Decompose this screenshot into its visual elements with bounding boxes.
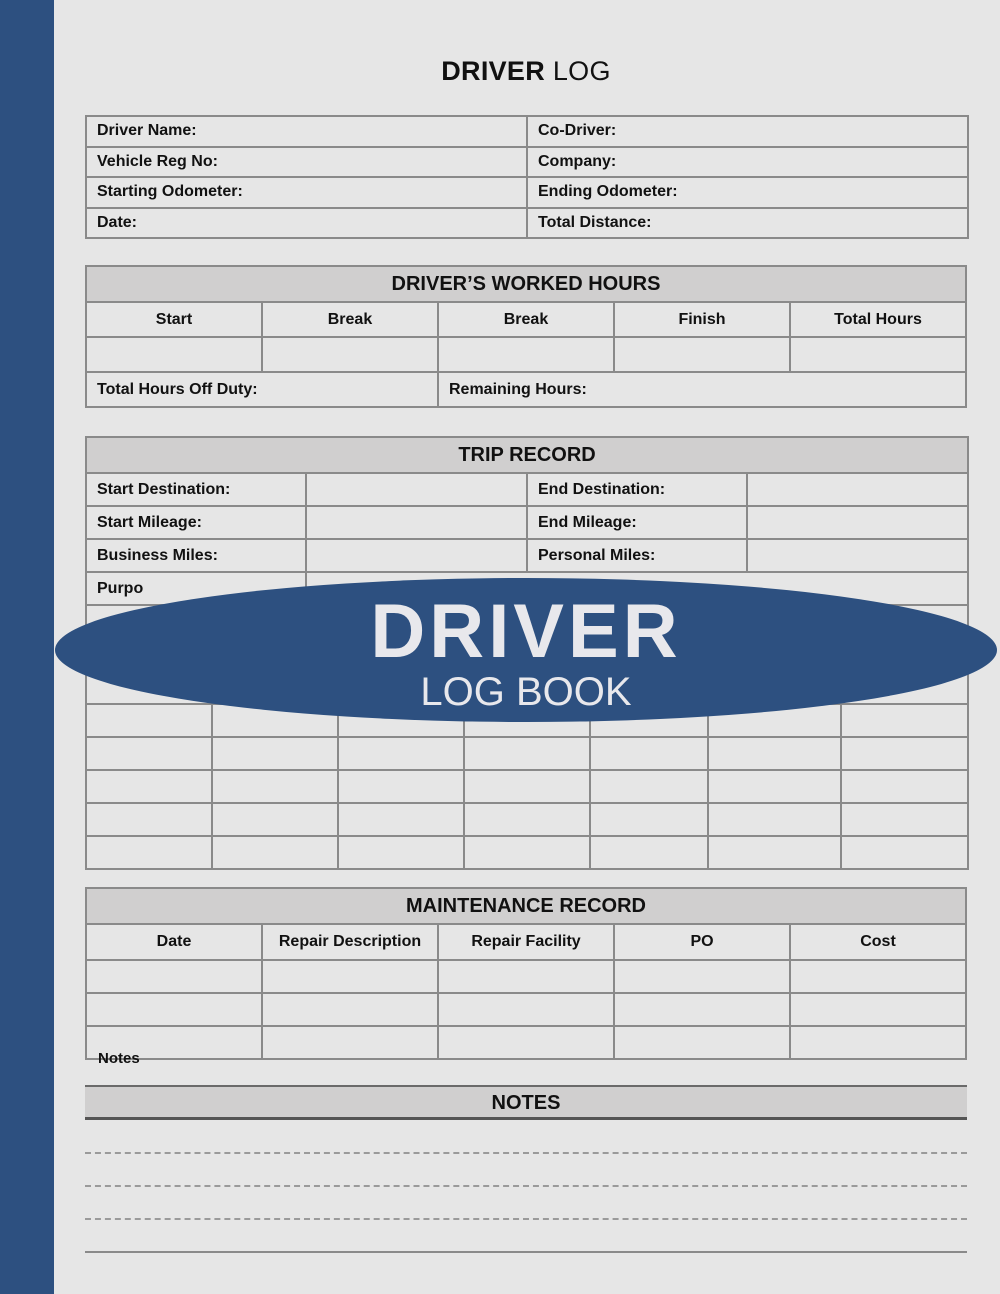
start-mileage-label: Start Mileage: <box>86 506 306 539</box>
cell[interactable] <box>614 960 790 993</box>
start-destination-label: Start Destination: <box>86 473 306 506</box>
col-repair-description: Repair Description <box>262 924 438 960</box>
purpose-label: Purpo <box>86 572 306 605</box>
trip-record-title: TRIP RECORD <box>86 437 968 473</box>
cell[interactable] <box>306 473 527 506</box>
cell[interactable] <box>86 993 262 1026</box>
notes-title: NOTES <box>85 1085 967 1120</box>
col-finish: Finish <box>614 302 790 337</box>
cell[interactable] <box>86 960 262 993</box>
table-row <box>86 337 966 372</box>
cell[interactable] <box>708 737 841 770</box>
end-destination-label: End Destination: <box>527 473 747 506</box>
cell[interactable] <box>464 770 590 803</box>
note-line[interactable] <box>85 1251 967 1253</box>
cell[interactable] <box>464 803 590 836</box>
date-field[interactable]: Date: <box>86 208 527 239</box>
table-row <box>86 737 968 770</box>
co-driver-field[interactable]: Co-Driver: <box>527 116 968 147</box>
worked-hours-table <box>85 265 967 408</box>
cell[interactable] <box>841 803 968 836</box>
col-start: Start <box>86 302 262 337</box>
cell[interactable] <box>86 770 212 803</box>
cell[interactable] <box>708 836 841 869</box>
cell[interactable] <box>590 737 708 770</box>
cell[interactable] <box>86 836 212 869</box>
col-break: Break <box>438 302 614 337</box>
cover-subtitle: LOG BOOK <box>420 670 632 714</box>
remaining-hours-field[interactable]: Remaining Hours: <box>438 372 966 407</box>
page-title: DRIVER LOG <box>441 56 611 86</box>
cell[interactable] <box>614 993 790 1026</box>
off-duty-field[interactable]: Total Hours Off Duty: <box>86 372 438 407</box>
maintenance-title: MAINTENANCE RECORD <box>86 888 966 924</box>
cell[interactable] <box>262 1026 438 1059</box>
cell[interactable] <box>262 993 438 1026</box>
business-miles-label: Business Miles: <box>86 539 306 572</box>
company-field[interactable]: Company: <box>527 147 968 178</box>
cell[interactable] <box>306 506 527 539</box>
cell[interactable] <box>790 960 966 993</box>
note-line[interactable] <box>85 1218 967 1220</box>
total-distance-field[interactable]: Total Distance: <box>527 208 968 239</box>
starting-odometer-field[interactable]: Starting Odometer: <box>86 177 527 208</box>
cell[interactable] <box>212 770 338 803</box>
cell[interactable] <box>464 836 590 869</box>
end-mileage-label: End Mileage: <box>527 506 747 539</box>
cell[interactable] <box>708 803 841 836</box>
cell[interactable] <box>747 473 968 506</box>
cell[interactable] <box>438 993 614 1026</box>
cell[interactable] <box>262 960 438 993</box>
ending-odometer-field[interactable]: Ending Odometer: <box>527 177 968 208</box>
table-row <box>86 836 968 869</box>
col-cost: Cost <box>790 924 966 960</box>
cell[interactable] <box>306 539 527 572</box>
cell[interactable] <box>212 737 338 770</box>
cell[interactable] <box>790 1026 966 1059</box>
cell[interactable] <box>747 539 968 572</box>
cover-title: DRIVER <box>370 589 682 674</box>
driver-info-table <box>85 115 969 239</box>
col-date: Date <box>86 924 262 960</box>
col-po: PO <box>614 924 790 960</box>
cell[interactable] <box>212 803 338 836</box>
table-row <box>86 1026 966 1059</box>
cell[interactable] <box>212 836 338 869</box>
table-row <box>86 993 966 1026</box>
cell[interactable] <box>614 1026 790 1059</box>
cell[interactable] <box>790 993 966 1026</box>
cell[interactable] <box>438 337 614 372</box>
cell[interactable] <box>86 737 212 770</box>
vehicle-reg-field[interactable]: Vehicle Reg No: <box>86 147 527 178</box>
cell[interactable] <box>790 337 966 372</box>
cell[interactable] <box>262 337 438 372</box>
personal-miles-label: Personal Miles: <box>527 539 747 572</box>
cell[interactable] <box>590 803 708 836</box>
cell[interactable] <box>464 737 590 770</box>
notes-label: Notes <box>98 1050 140 1067</box>
cell[interactable] <box>438 960 614 993</box>
table-row <box>86 803 968 836</box>
col-break: Break <box>262 302 438 337</box>
cell[interactable] <box>841 836 968 869</box>
cell[interactable] <box>338 836 464 869</box>
cover-title-badge <box>55 578 997 722</box>
cell[interactable] <box>338 770 464 803</box>
col-total-hours: Total Hours <box>790 302 966 337</box>
cell[interactable] <box>338 803 464 836</box>
cell[interactable] <box>590 770 708 803</box>
table-row <box>86 960 966 993</box>
cell[interactable] <box>590 836 708 869</box>
cell[interactable] <box>708 770 841 803</box>
cell[interactable] <box>86 337 262 372</box>
cell[interactable] <box>747 506 968 539</box>
cell[interactable] <box>86 803 212 836</box>
table-row <box>86 770 968 803</box>
worked-hours-title: DRIVER’S WORKED HOURS <box>86 266 966 302</box>
cell[interactable] <box>841 770 968 803</box>
book-spine <box>0 0 54 1294</box>
cell[interactable] <box>841 737 968 770</box>
note-line[interactable] <box>85 1185 967 1187</box>
cell[interactable] <box>338 737 464 770</box>
cell[interactable] <box>438 1026 614 1059</box>
cell[interactable] <box>614 337 790 372</box>
col-repair-facility: Repair Facility <box>438 924 614 960</box>
driver-name-field[interactable]: Driver Name: <box>86 116 527 147</box>
note-line[interactable] <box>85 1152 967 1154</box>
maintenance-record-table <box>85 887 967 1060</box>
